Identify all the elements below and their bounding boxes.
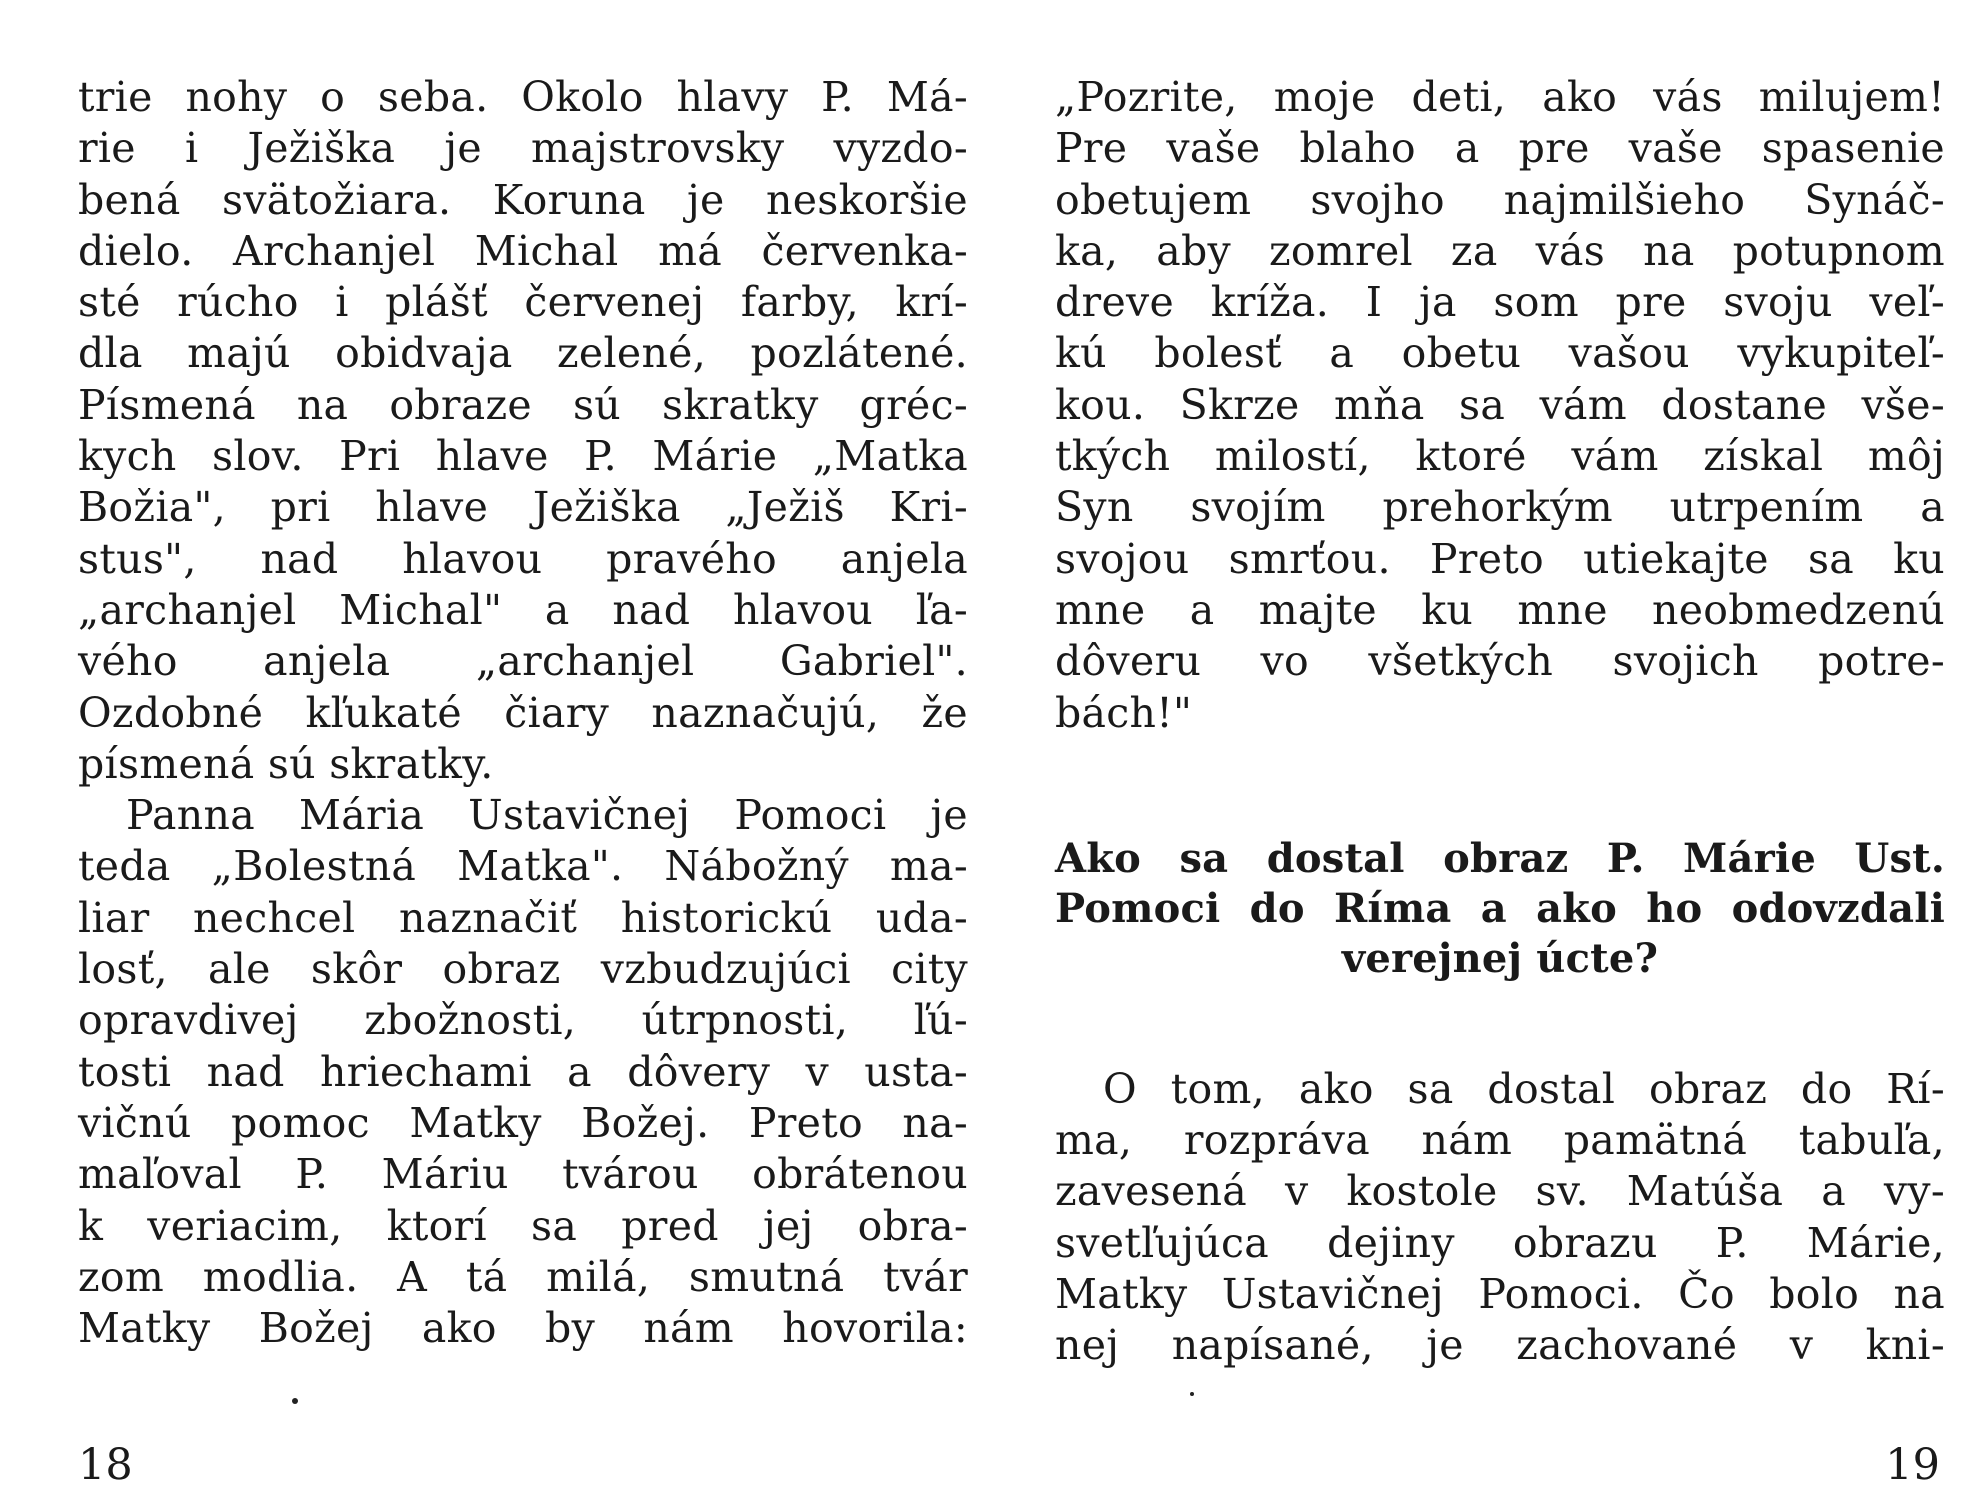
quote-line: kú bolesť a obetu vašou vykupiteľ- — [1055, 329, 1945, 378]
text-line: bená svätožiara. Koruna je neskoršie — [78, 175, 968, 224]
text-line: rie i Ježiška je majstrovsky vyzdo- — [78, 124, 968, 173]
quote-line: svojou smrťou. Preto utiekajte sa ku — [1055, 534, 1945, 583]
quote-line: dreve kríža. I ja som pre svoju veľ- — [1055, 278, 1945, 327]
quote-line: Syn svojím prehorkým utrpením a — [1055, 483, 1945, 532]
text-line: Matky Božej ako by nám hovorila: — [78, 1304, 968, 1353]
text-line: dla majú obidvaja zelené, pozlátené. — [78, 329, 968, 378]
page-number-left: 18 — [78, 1440, 133, 1490]
quote-line: Pre vaše blaho a pre vaše spasenie — [1055, 124, 1945, 173]
text-line: Matky Ustavičnej Pomoci. Čo bolo na — [1055, 1270, 1945, 1319]
spacer — [1055, 984, 1945, 1064]
heading-line: Ako sa dostal obraz P. Márie Ust. — [1055, 834, 1945, 882]
quote-line: tkých milostí, ktoré vám získal môj — [1055, 432, 1945, 481]
text-line: Ozdobné kľukaté čiary naznačujú, že — [78, 688, 968, 737]
quote-line: kou. Skrze mňa sa vám dostane vše- — [1055, 380, 1945, 429]
text-line: teda „Bolestná Matka". Nábožný ma- — [78, 842, 968, 891]
heading-line: verejnej úcte? — [1341, 934, 1659, 982]
text-line: sté rúcho i plášť červenej farby, krí- — [78, 278, 968, 327]
quote-line: bách!" — [1055, 688, 1193, 737]
quote-line: mne a majte ku mne neobmedzenú — [1055, 585, 1945, 634]
text-line: vého anjela „archanjel Gabriel". — [78, 637, 968, 686]
paragraph-start-line: O tom, ako sa dostal obraz do Rí- — [1103, 1064, 1945, 1113]
text-line: dielo. Archanjel Michal má červenka- — [78, 226, 968, 275]
text-line: Božia", pri hlave Ježiška „Ježiš Kri- — [78, 483, 968, 532]
text-line: nej napísané, je zachované v kni- — [1055, 1321, 1945, 1370]
text-line: opravdivej zbožnosti, útrpnosti, ľú- — [78, 996, 968, 1045]
left-page — [78, 72, 968, 1354]
right-page — [1055, 72, 1945, 1372]
text-line: losť, ale skôr obraz vzbudzujúci city — [78, 945, 968, 994]
print-speck — [1190, 1392, 1194, 1396]
heading-line: Pomoci do Ríma a ako ho odovzdali — [1055, 884, 1945, 932]
text-line: tosti nad hriechami a dôvery v usta- — [78, 1047, 968, 1096]
text-line: písmená sú skratky. — [78, 739, 494, 788]
section-heading — [1055, 834, 1945, 984]
text-line: kych slov. Pri hlave P. Márie „Matka — [78, 432, 968, 481]
text-line: maľoval P. Máriu tvárou obrátenou — [78, 1150, 968, 1199]
quote-line: „Pozrite, moje deti, ako vás milujem! — [1055, 73, 1945, 121]
text-line: vičnú pomoc Matky Božej. Preto na- — [78, 1098, 968, 1147]
quote-line: dôveru vo všetkých svojich potre- — [1055, 637, 1945, 686]
text-line: stus", nad hlavou pravého anjela — [78, 534, 968, 583]
page-number-right: 19 — [1885, 1440, 1940, 1490]
text-line: k veriacim, ktorí sa pred jej obra- — [78, 1201, 968, 1250]
text-line: svetľujúca dejiny obrazu P. Márie, — [1055, 1218, 1945, 1267]
text-line: zom modlia. A tá milá, smutná tvár — [78, 1252, 968, 1301]
quote-line: ka, aby zomrel za vás na potupnom — [1055, 226, 1945, 275]
print-speck — [292, 1398, 298, 1404]
text-line: zavesená v kostole sv. Matúša a vy- — [1055, 1167, 1945, 1216]
quote-line: obetujem svojho najmilšieho Synáč- — [1055, 175, 1945, 224]
text-line: trie nohy o seba. Okolo hlavy P. Má- — [78, 73, 968, 121]
text-line: liar nechcel naznačiť historickú uda- — [78, 893, 968, 942]
text-line: ma, rozpráva nám pamätná tabuľa, — [1055, 1116, 1945, 1165]
text-line: „archanjel Michal" a nad hlavou ľa- — [78, 585, 968, 634]
paragraph-start-line: Panna Mária Ustavičnej Pomoci je — [126, 791, 968, 840]
text-line: Písmená na obraze sú skratky gréc- — [78, 380, 968, 429]
